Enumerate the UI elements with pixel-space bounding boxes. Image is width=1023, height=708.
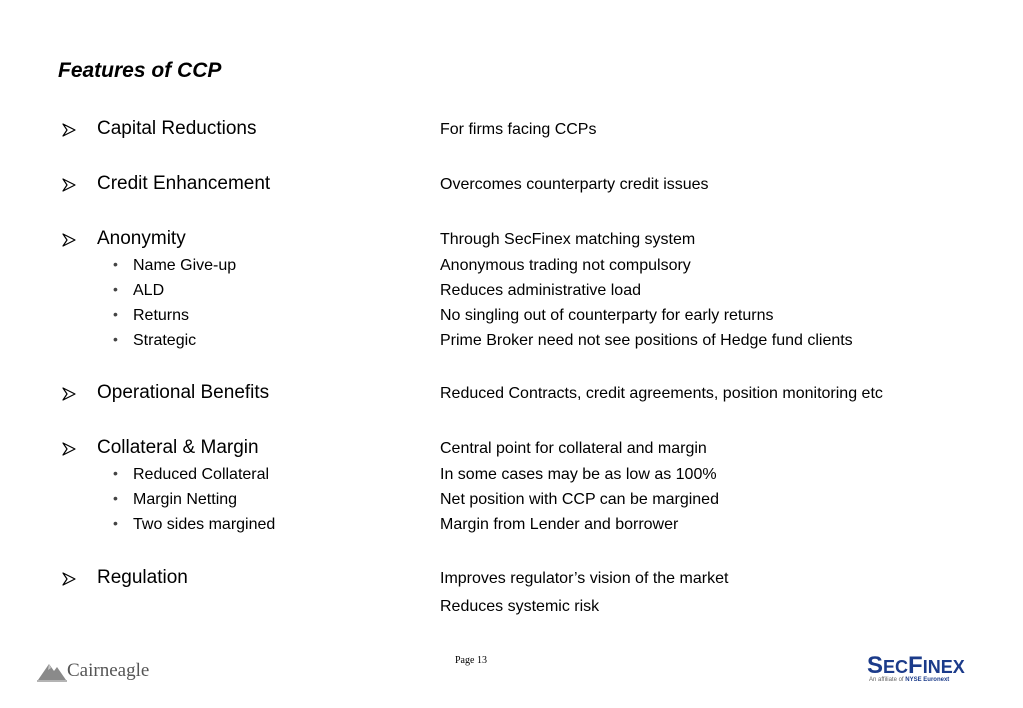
mountain-icon — [37, 660, 67, 682]
sub-item-row — [0, 331, 1023, 355]
sub-item-row — [0, 515, 1023, 539]
sub-item-label: Name Give-up — [133, 257, 237, 274]
dot-bullet-icon: • — [113, 281, 118, 297]
section-description: Central point for collateral and margin — [440, 440, 707, 457]
dot-bullet-icon: • — [113, 465, 118, 481]
sub-item-label: Returns — [133, 307, 190, 324]
sub-item-label: ALD — [133, 282, 165, 299]
section-description: Through SecFinex matching system — [440, 231, 696, 248]
sub-item-description: Prime Broker need not see positions of Hedge fund clients — [440, 332, 853, 349]
section-description: Reduces systemic risk — [440, 598, 600, 615]
section-label: Anonymity — [97, 228, 186, 249]
sub-item-label: Reduced Collateral — [133, 466, 270, 483]
sub-item-row — [0, 490, 1023, 514]
arrow-bullet-icon — [61, 177, 77, 193]
section-description: For firms facing CCPs — [440, 121, 597, 138]
secfinex-wordmark: SECFINEX — [867, 652, 965, 679]
arrow-bullet-icon — [61, 122, 77, 138]
slide-title: Features of CCP — [58, 59, 222, 82]
cairneagle-logo — [37, 656, 152, 686]
sub-item-description: Net position with CCP can be margined — [440, 491, 719, 508]
section-row — [0, 173, 1023, 197]
arrow-bullet-icon — [61, 441, 77, 457]
section-label: Collateral & Margin — [97, 437, 259, 458]
sub-item-label: Strategic — [133, 332, 197, 349]
section-row-continued — [0, 595, 1023, 619]
section-description: Reduced Contracts, credit agreements, position monitoring etc — [440, 385, 883, 402]
sub-item-description: In some cases may be as low as 100% — [440, 466, 717, 483]
dot-bullet-icon: • — [113, 490, 118, 506]
section-label: Regulation — [97, 567, 188, 588]
sub-item-row — [0, 281, 1023, 305]
sub-item-row — [0, 465, 1023, 489]
sub-item-description: Margin from Lender and borrower — [440, 516, 679, 533]
sub-item-description: Anonymous trading not compulsory — [440, 257, 691, 274]
arrow-bullet-icon — [61, 386, 77, 402]
cairneagle-wordmark: Cairneagle — [67, 660, 150, 681]
dot-bullet-icon: • — [113, 331, 118, 347]
sub-item-row — [0, 256, 1023, 280]
sub-item-description: Reduces administrative load — [440, 282, 641, 299]
secfinex-logo — [867, 652, 965, 686]
sub-item-description: No singling out of counterparty for early returns — [440, 307, 774, 324]
arrow-bullet-icon — [61, 232, 77, 248]
secfinex-tagline: An affiliate of NYSE Euronext — [869, 677, 950, 683]
section-row — [0, 118, 1023, 142]
section-row — [0, 437, 1023, 461]
section-label: Capital Reductions — [97, 118, 257, 139]
section-row — [0, 567, 1023, 591]
dot-bullet-icon: • — [113, 306, 118, 322]
sub-item-row — [0, 306, 1023, 330]
section-row — [0, 228, 1023, 252]
section-description: Improves regulator’s vision of the market — [440, 570, 729, 587]
page-number: Page 13 — [455, 655, 487, 666]
section-row — [0, 382, 1023, 406]
arrow-bullet-icon — [61, 571, 77, 587]
sub-item-label: Margin Netting — [133, 491, 238, 508]
dot-bullet-icon: • — [113, 256, 118, 272]
section-label: Credit Enhancement — [97, 173, 271, 194]
sub-item-label: Two sides margined — [133, 516, 276, 533]
section-description: Overcomes counterparty credit issues — [440, 176, 709, 193]
section-label: Operational Benefits — [97, 382, 270, 403]
dot-bullet-icon: • — [113, 515, 118, 531]
